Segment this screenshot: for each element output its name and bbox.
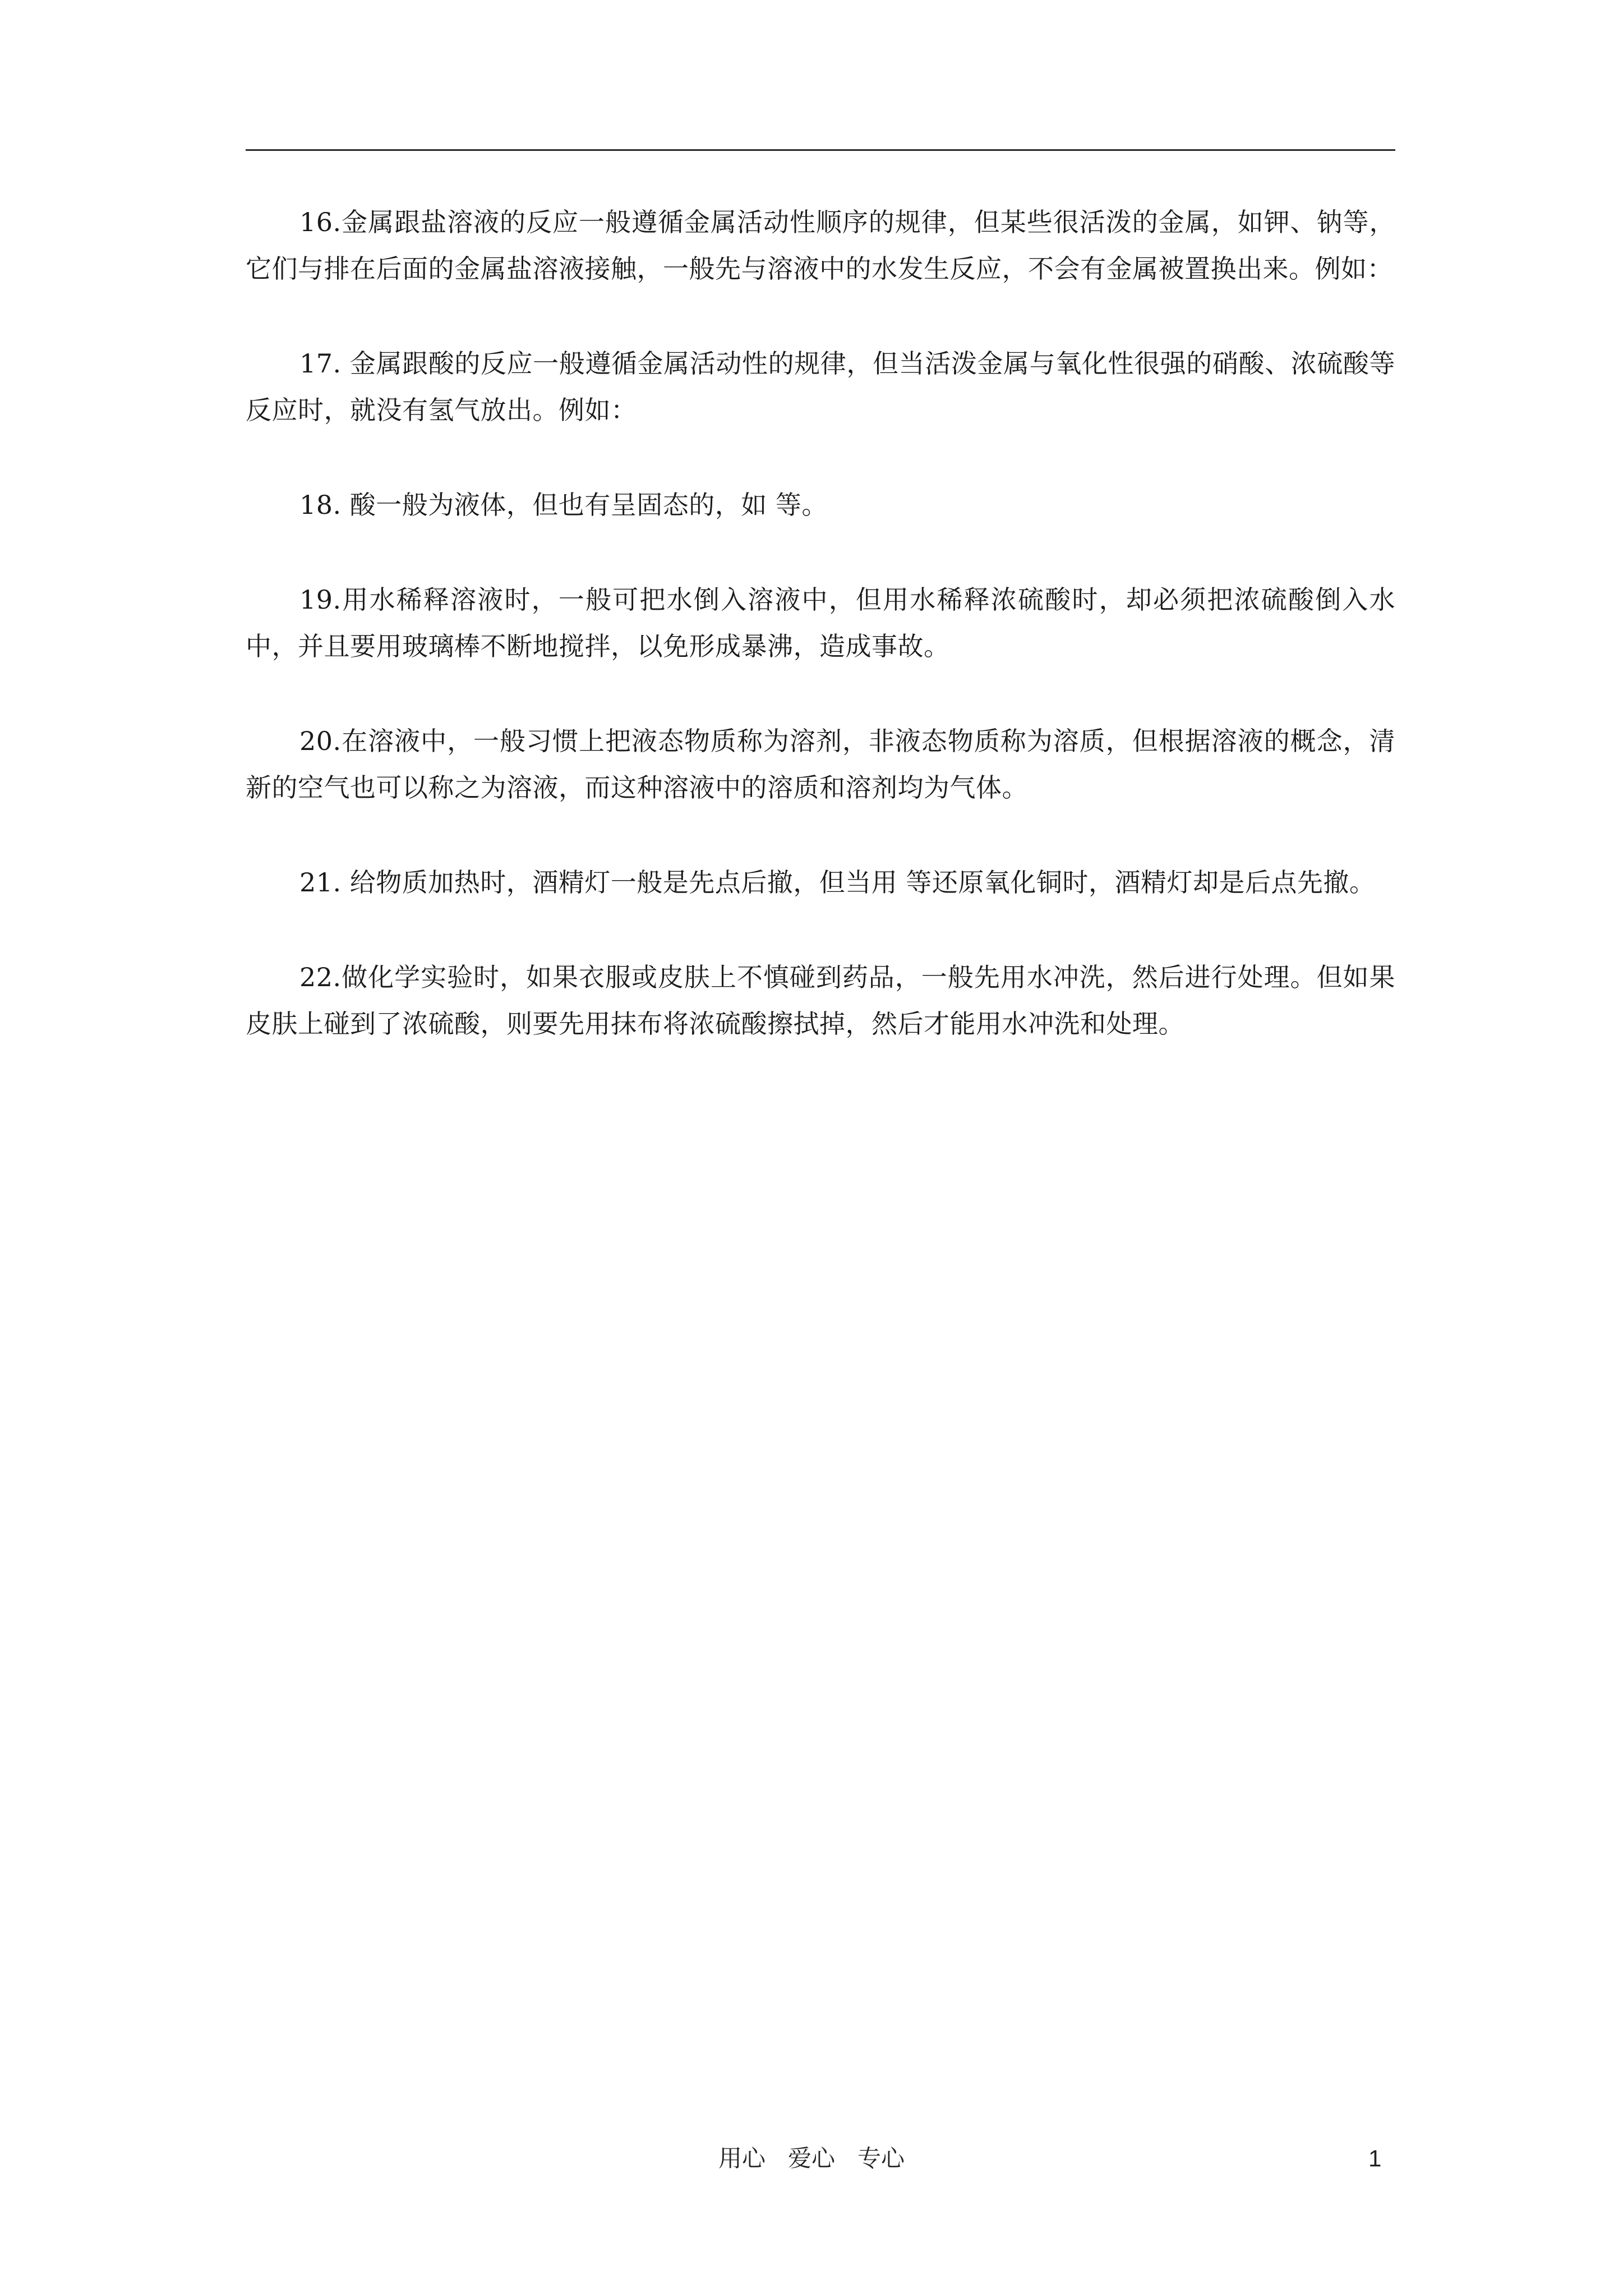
paragraph-19: 19.用水稀释溶液时，一般可把水倒入溶液中，但用水稀释浓硫酸时，却必须把浓硫酸倒入水中，并且要用玻璃棒不断地搅拌，以免形成暴沸，造成事故。 (246, 585, 1395, 661)
footer-motto: 用心 爱心 专心 (718, 2145, 905, 2172)
body-text (246, 199, 1395, 1096)
page-number: 1 (1368, 2145, 1382, 2171)
paragraph-20: 20.在溶液中，一般习惯上把液态物质称为溶剂，非液态物质称为溶质，但根据溶液的概念，清新的空气也可以称之为溶液，而这种溶液中的溶质和溶剂均为气体。 (246, 726, 1395, 803)
paragraph-18: 18. 酸一般为液体，但也有呈固态的，如 等。 (299, 490, 828, 520)
paragraph-17: 17. 金属跟酸的反应一般遵循金属活动性的规律，但当活泼金属与氧化性很强的硝酸、浓硫酸等反应时，就没有氢气放出。例如： (246, 348, 1395, 425)
paragraph-21: 21. 给物质加热时，酒精灯一般是先点后撤，但当用 等还原氧化铜时，酒精灯却是后点先撤。 (299, 867, 1376, 898)
paragraph-16: 16.金属跟盐溶液的反应一般遵循金属活动性顺序的规律，但某些很活泼的金属，如钾、钠等，它们与排在后面的金属盐溶液接触，一般先与溶液中的水发生反应，不会有金属被置换出来。例如： (246, 207, 1395, 284)
paragraph-22: 22.做化学实验时，如果衣服或皮肤上不慎碰到药品，一般先用水冲洗，然后进行处理。但如果皮肤上碰到了浓硫酸，则要先用抹布将浓硫酸擦拭掉，然后才能用水冲洗和处理。 (246, 962, 1395, 1039)
header-rule (246, 149, 1395, 151)
